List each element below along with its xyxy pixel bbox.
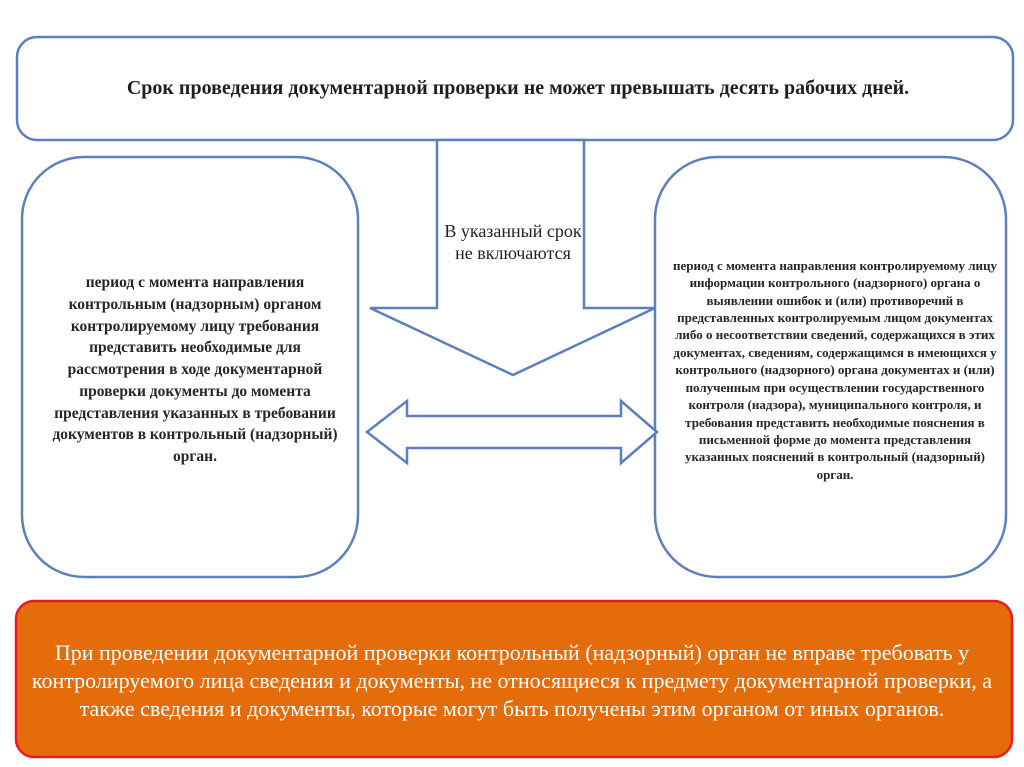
- bottom-box-text: При проведении документарной проверки контрольный (надзорный) орган не вправе требовать у контролируемого лица сведения и документы, не относящиеся к предмету документарной проверки, а также сведения и документы, которые могут быть получены этим органом от иных органов.: [31, 640, 993, 721]
- top-box-text: Срок проведения документарной проверки не может превышать десять рабочих дней.: [126, 77, 910, 99]
- double-arrow: [367, 401, 657, 463]
- right-box-text: период с момента направления контролируемому лицу информации контрольного (надзорного) органа о выявлении ошибок и (или) противоречий в представленных контролируемым лицом документах либо о несоответствии сведений, содержащихся в этих документах, сведениям, содержащимся в имеющихся у контрольного (надзорного) органа документах и (или) полученным при осуществлении государственного контроля (надзора), муниципального контроля, и требования представить необходимые пояснения в письменной форме до момента представления указанных пояснений в контрольный (надзорный) орган.: [673, 257, 997, 482]
- center-arrow-label: В указанный срок не включаются: [444, 221, 582, 263]
- left-box-text: период с момента направления контрольным (надзорным) органом контролируемому лицу требования представить необходимые для рассмотрения в ходе документарной проверки документы до момента представления указанных в требовании документов в контрольный (надзорный) орган.: [52, 273, 338, 466]
